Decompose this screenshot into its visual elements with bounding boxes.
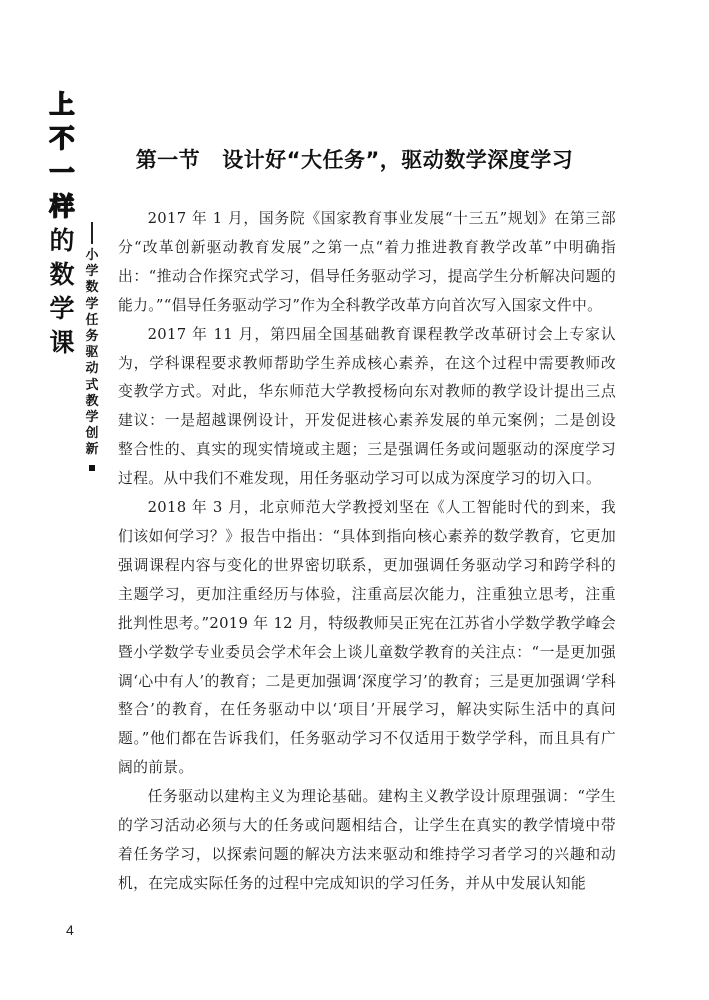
section-number: 第一节 (135, 148, 201, 172)
body-text (118, 205, 616, 899)
subtitle-char: 学 (85, 296, 99, 312)
subtitle-end-square (89, 465, 95, 471)
series-title-vertical (44, 88, 80, 360)
subtitle-char: 数 (85, 280, 99, 296)
series-title-char: 样 (49, 192, 75, 221)
section-heading (0, 144, 709, 174)
subtitle-char: 式 (85, 377, 99, 393)
paragraph: 2018 年 3 月，北京师范大学教授刘坚在《人工智能时代的到来，我们该如何学习？》报告中指出：“具体到指向核心素养的数学教育，它更加强调课程内容与变化的世界密切联系，更加强调任务驱动学习和跨学科的主题学习，更加注重经历与体验，注重高层次能力，注重独立思考，注重批判性思考。”2019 年 12 月，特级教师吴正宪在江苏省小学数学教学峰会暨小学数学专业委员会学术年会上谈儿童数学教育的关注点：“一是更加强调‘心中有人’的教育；二是更加强调‘深度学习’的教育；三是更加强调‘学科整合’的教育，在任务驱动中以‘项目’开展学习，解决实际生活中的真问题。”他们都在告诉我们，任务驱动学习不仅适用于数学学科，而且具有广阔的前景。 (118, 499, 616, 777)
subtitle-char: 学 (85, 410, 99, 426)
series-title-char: 课 (49, 328, 75, 357)
subtitle-char: 小 (85, 248, 99, 263)
subtitle-char: 动 (85, 361, 99, 377)
subtitle-char: 教 (85, 393, 99, 409)
paragraph: 2017 年 1 月，国务院《国家教育事业发展“十三五”规划》在第三部分“改革创新驱动教育发展”之第一点“着力推进教育教学改革”中明确指出：“推动合作探究式学习，倡导任务驱动学习，提高学生分析解决问题的能力。”“倡导任务驱动学习”作为全科教学改革方向首次写入国家文件中。 (118, 210, 616, 314)
series-subtitle-vertical (84, 222, 100, 471)
section-title: 设计好“大任务”，驱动数学深度学习 (222, 148, 574, 172)
subtitle-char: 学 (85, 264, 99, 280)
series-title-char: 不 (49, 124, 75, 153)
paragraph: 任务驱动以建构主义为理论基础。建构主义教学设计原理强调：“学生的学习活动必须与大的任务或问题相结合，让学生在真实的教学情境中带着任务学习，以探索问题的解决方法来驱动和维持学习者学习的兴趣和动机，在完成实际任务的过程中完成知识的学习任务，并从中发展认知能 (118, 788, 616, 892)
series-title-char: 上 (49, 90, 75, 119)
subtitle-char: 新 (85, 442, 99, 458)
series-title-char: 数 (49, 260, 75, 289)
subtitle-dash (91, 222, 93, 244)
subtitle-char: 务 (85, 329, 99, 345)
series-title-char: 学 (49, 294, 75, 323)
page-number: 4 (66, 922, 74, 938)
subtitle-char: 任 (85, 312, 99, 328)
series-title-char: 一 (49, 158, 75, 187)
subtitle-char: 创 (85, 426, 99, 442)
series-title-char: 的 (49, 226, 75, 255)
paragraph: 2017 年 11 月，第四届全国基础教育课程教学改革研讨会上专家认为，学科课程要求教师帮助学生养成核心素养，在这个过程中需要教师改变教学方式。对此，华东师范大学教授杨向东对教师的教学设计提出三点建议：一是超越课例设计，开发促进核心素养发展的单元案例；二是创设整合性的、真实的现实情境或主题；三是强调任务或问题驱动的深度学习过程。从中我们不难发现，用任务驱动学习可以成为深度学习的切入口。 (118, 325, 616, 488)
subtitle-char: 驱 (85, 345, 99, 361)
